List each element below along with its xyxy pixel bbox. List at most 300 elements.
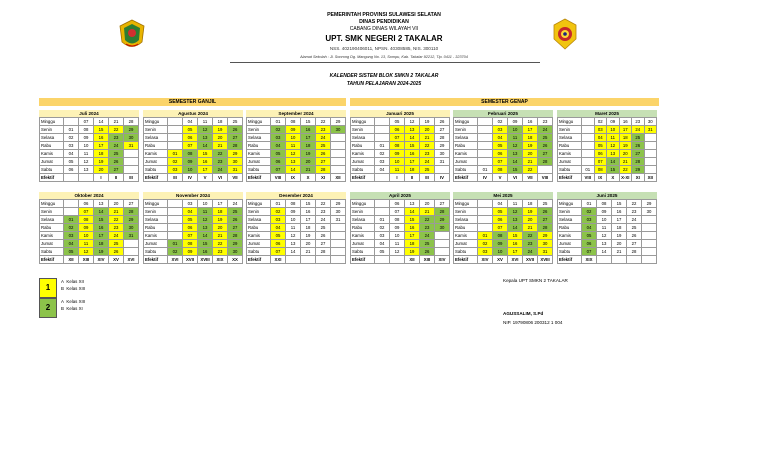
date-cell: 02 xyxy=(168,248,183,256)
week-day-row xyxy=(144,200,243,208)
date-cell: 26 xyxy=(109,248,124,256)
date-cell: 26 xyxy=(435,118,450,126)
efektif-week: II xyxy=(405,174,420,182)
date-cell xyxy=(642,248,657,256)
efektif-row xyxy=(40,174,139,182)
day-name: Jumat xyxy=(144,240,168,248)
date-cell xyxy=(435,232,450,240)
week-day-row xyxy=(351,232,450,240)
month-title: September 2024 xyxy=(246,110,346,117)
date-cell: 20 xyxy=(420,200,435,208)
date-cell: 04 xyxy=(375,240,390,248)
date-cell xyxy=(478,158,493,166)
date-cell: 30 xyxy=(644,118,657,126)
efektif-label: Efektif xyxy=(454,174,478,182)
date-cell: 29 xyxy=(435,142,450,150)
week-day-row xyxy=(247,126,346,134)
week-day-row xyxy=(454,158,553,166)
week-day-row xyxy=(454,150,553,158)
week-day-row xyxy=(351,158,450,166)
date-cell: 18 xyxy=(523,200,538,208)
week-day-row xyxy=(351,134,450,142)
date-cell: 29 xyxy=(331,200,346,208)
date-cell: 14 xyxy=(405,208,420,216)
date-cell: 26 xyxy=(538,208,553,216)
efektif-week: I xyxy=(390,174,405,182)
week-day-row xyxy=(40,134,139,142)
legend-class: Kelas XII xyxy=(66,279,84,284)
date-cell: 09 xyxy=(286,126,301,134)
month-calendar xyxy=(350,110,450,182)
month-table xyxy=(246,199,346,264)
date-cell: 06 xyxy=(493,216,508,224)
week-day-row xyxy=(454,240,553,248)
date-cell: 16 xyxy=(523,118,538,126)
efektif-week: XII xyxy=(64,256,79,264)
date-cell: 02 xyxy=(271,126,286,134)
signature-name: AGUSSALIM, S.Pd xyxy=(503,311,544,316)
date-cell: 25 xyxy=(109,150,124,158)
efektif-row xyxy=(351,174,450,182)
week-day-row xyxy=(247,232,346,240)
date-cell: 02 xyxy=(64,134,79,142)
date-cell: 02 xyxy=(582,208,597,216)
date-cell: 04 xyxy=(183,118,198,126)
legend-letter: B xyxy=(61,286,64,291)
date-cell: 29 xyxy=(642,200,657,208)
date-cell xyxy=(64,200,79,208)
date-cell: 19 xyxy=(301,150,316,158)
header-school-ids: NSS. 402190406011, NPSN. 40308585, NIS. 300110 xyxy=(329,46,439,51)
date-cell: 21 xyxy=(109,208,124,216)
efektif-week xyxy=(64,174,79,182)
date-cell: 01 xyxy=(478,232,493,240)
month-title: Mei 2025 xyxy=(453,192,553,199)
day-name: Minggu xyxy=(558,118,582,126)
date-cell xyxy=(582,126,595,134)
date-cell: 23 xyxy=(420,224,435,232)
date-cell: 30 xyxy=(331,208,346,216)
date-cell: 19 xyxy=(612,232,627,240)
date-cell: 31 xyxy=(538,248,553,256)
date-cell: 01 xyxy=(582,166,595,174)
date-cell: 22 xyxy=(523,166,538,174)
date-cell: 29 xyxy=(228,150,243,158)
efektif-week xyxy=(642,256,657,264)
date-cell: 07 xyxy=(390,208,405,216)
date-cell: 23 xyxy=(213,248,228,256)
month-calendar xyxy=(143,192,243,264)
day-name: Jumat xyxy=(454,240,478,248)
date-cell: 02 xyxy=(478,240,493,248)
date-cell: 19 xyxy=(523,142,538,150)
date-cell: 24 xyxy=(109,232,124,240)
date-cell: 28 xyxy=(538,224,553,232)
day-name: Rabu xyxy=(40,224,64,232)
date-cell: 01 xyxy=(375,216,390,224)
date-cell: 13 xyxy=(508,150,523,158)
date-cell: 13 xyxy=(286,240,301,248)
date-cell: 14 xyxy=(607,158,620,166)
date-cell: 11 xyxy=(286,142,301,150)
efektif-week: XVII xyxy=(523,256,538,264)
month-calendar xyxy=(557,192,657,264)
month-table xyxy=(557,199,657,264)
day-name: Jumat xyxy=(351,158,375,166)
efektif-row xyxy=(144,174,243,182)
day-name: Senin xyxy=(351,126,375,134)
date-cell: 26 xyxy=(316,150,331,158)
date-cell: 21 xyxy=(301,166,316,174)
date-cell: 22 xyxy=(213,150,228,158)
date-cell: 15 xyxy=(405,142,420,150)
date-cell: 06 xyxy=(493,150,508,158)
date-cell: 22 xyxy=(316,118,331,126)
date-cell: 31 xyxy=(644,126,657,134)
date-cell: 09 xyxy=(390,150,405,158)
efektif-week: IV xyxy=(435,174,450,182)
date-cell xyxy=(478,118,493,126)
date-cell: 16 xyxy=(198,158,213,166)
week-day-row xyxy=(40,216,139,224)
date-cell: 18 xyxy=(301,224,316,232)
month-table xyxy=(39,117,139,182)
month-table xyxy=(350,199,450,264)
day-name: Rabu xyxy=(247,142,271,150)
date-cell: 03 xyxy=(271,216,286,224)
semester-genap-banner: SEMESTER GENAP xyxy=(350,98,659,106)
date-cell: 11 xyxy=(198,208,213,216)
date-cell: 07 xyxy=(582,248,597,256)
legend-class: Kelas XIII xyxy=(66,286,86,291)
date-cell: 27 xyxy=(316,240,331,248)
efektif-label: Efektif xyxy=(454,256,478,264)
date-cell: 09 xyxy=(286,208,301,216)
date-cell: 17 xyxy=(405,232,420,240)
date-cell xyxy=(478,150,493,158)
date-cell: 01 xyxy=(271,118,286,126)
date-cell: 23 xyxy=(632,118,645,126)
date-cell: 19 xyxy=(523,208,538,216)
month-calendar xyxy=(557,110,657,182)
day-name: Jumat xyxy=(247,240,271,248)
date-cell: 27 xyxy=(627,240,642,248)
date-cell: 21 xyxy=(523,224,538,232)
date-cell xyxy=(644,142,657,150)
week-day-row xyxy=(247,134,346,142)
date-cell: 19 xyxy=(94,158,109,166)
day-name: Minggu xyxy=(351,200,375,208)
efektif-week: XX xyxy=(228,256,243,264)
week-day-row xyxy=(454,118,553,126)
efektif-row xyxy=(558,256,657,264)
date-cell: 16 xyxy=(508,240,523,248)
date-cell: 13 xyxy=(198,224,213,232)
date-cell: 01 xyxy=(271,200,286,208)
week-day-row xyxy=(351,150,450,158)
week-day-row xyxy=(247,216,346,224)
date-cell: 27 xyxy=(632,150,645,158)
month-calendar xyxy=(39,192,139,264)
date-cell xyxy=(331,142,346,150)
date-cell: 16 xyxy=(405,224,420,232)
day-name: Kamis xyxy=(247,150,271,158)
efektif-week xyxy=(286,256,301,264)
date-cell: 22 xyxy=(523,232,538,240)
date-cell: 01 xyxy=(64,126,79,134)
week-day-row xyxy=(558,200,657,208)
month-table xyxy=(143,199,243,264)
date-cell: 16 xyxy=(612,208,627,216)
date-cell: 26 xyxy=(228,216,243,224)
date-cell xyxy=(478,224,493,232)
efektif-week: XVI xyxy=(168,256,183,264)
calendar-title: KALENDER SISTEM BLOK SMKN 2 TAKALAR xyxy=(329,73,439,79)
efektif-week: VIII xyxy=(538,174,553,182)
date-cell: 21 xyxy=(619,158,632,166)
day-name: Senin xyxy=(40,126,64,134)
date-cell: 22 xyxy=(109,216,124,224)
efektif-week xyxy=(612,256,627,264)
efektif-week: V xyxy=(493,174,508,182)
date-cell: 19 xyxy=(213,216,228,224)
efektif-week: XVII xyxy=(183,256,198,264)
efektif-row xyxy=(247,256,346,264)
efektif-week: IV xyxy=(478,174,493,182)
date-cell: 29 xyxy=(124,216,139,224)
month-title: April 2025 xyxy=(350,192,450,199)
date-cell: 05 xyxy=(64,248,79,256)
date-cell: 22 xyxy=(619,166,632,174)
day-name: Minggu xyxy=(144,118,168,126)
date-cell: 21 xyxy=(109,118,124,126)
date-cell: 06 xyxy=(271,240,286,248)
week-day-row xyxy=(351,142,450,150)
date-cell: 17 xyxy=(94,142,109,150)
date-cell: 17 xyxy=(301,134,316,142)
date-cell: 11 xyxy=(286,224,301,232)
week-day-row xyxy=(247,240,346,248)
date-cell: 18 xyxy=(523,134,538,142)
week-day-row xyxy=(144,158,243,166)
week-day-row xyxy=(247,142,346,150)
date-cell: 26 xyxy=(316,232,331,240)
date-cell xyxy=(435,166,450,174)
date-cell xyxy=(642,240,657,248)
date-cell: 12 xyxy=(286,232,301,240)
efektif-label: Efektif xyxy=(40,256,64,264)
date-cell: 15 xyxy=(94,216,109,224)
date-cell xyxy=(478,200,493,208)
week-day-row xyxy=(558,150,657,158)
day-name: Kamis xyxy=(144,232,168,240)
date-cell: 09 xyxy=(79,134,94,142)
date-cell: 29 xyxy=(435,216,450,224)
date-cell: 02 xyxy=(168,158,183,166)
efektif-row xyxy=(351,256,450,264)
date-cell: 11 xyxy=(508,134,523,142)
date-cell xyxy=(642,232,657,240)
day-name: Jumat xyxy=(40,158,64,166)
day-name: Rabu xyxy=(454,224,478,232)
date-cell: 27 xyxy=(109,166,124,174)
date-cell: 25 xyxy=(538,200,553,208)
date-cell: 14 xyxy=(597,248,612,256)
efektif-row xyxy=(40,256,139,264)
date-cell xyxy=(168,118,183,126)
date-cell: 25 xyxy=(538,134,553,142)
week-day-row xyxy=(454,134,553,142)
efektif-label: Efektif xyxy=(558,256,582,264)
efektif-week xyxy=(301,256,316,264)
date-cell: 08 xyxy=(390,216,405,224)
date-cell: 03 xyxy=(271,134,286,142)
month-title: November 2024 xyxy=(143,192,243,199)
date-cell: 30 xyxy=(435,150,450,158)
efektif-week: V xyxy=(198,174,213,182)
date-cell: 10 xyxy=(607,126,620,134)
date-cell: 17 xyxy=(523,126,538,134)
date-cell: 13 xyxy=(94,200,109,208)
day-name: Selasa xyxy=(247,134,271,142)
day-name: Kamis xyxy=(247,232,271,240)
day-name: Kamis xyxy=(558,150,582,158)
date-cell: 07 xyxy=(271,166,286,174)
date-cell: 13 xyxy=(597,240,612,248)
date-cell: 28 xyxy=(538,158,553,166)
date-cell: 01 xyxy=(168,240,183,248)
date-cell: 11 xyxy=(79,240,94,248)
date-cell: 15 xyxy=(607,166,620,174)
day-name: Jumat xyxy=(40,240,64,248)
day-name: Sabtu xyxy=(144,166,168,174)
date-cell: 31 xyxy=(124,142,139,150)
efektif-week: VII xyxy=(523,174,538,182)
date-cell xyxy=(582,118,595,126)
date-cell: 06 xyxy=(582,240,597,248)
date-cell: 23 xyxy=(627,208,642,216)
week-day-row xyxy=(351,126,450,134)
date-cell xyxy=(644,158,657,166)
date-cell: 26 xyxy=(538,142,553,150)
date-cell xyxy=(168,200,183,208)
date-cell: 07 xyxy=(493,158,508,166)
efektif-week: II xyxy=(109,174,124,182)
week-day-row xyxy=(247,224,346,232)
legend-line xyxy=(61,279,84,285)
date-cell: 30 xyxy=(538,240,553,248)
legend-row xyxy=(39,278,109,298)
date-cell: 20 xyxy=(523,216,538,224)
day-name: Jumat xyxy=(558,158,582,166)
day-name: Jumat xyxy=(454,158,478,166)
date-cell xyxy=(124,248,139,256)
date-cell: 05 xyxy=(183,216,198,224)
date-cell xyxy=(375,208,390,216)
legend-letter: A xyxy=(61,299,64,304)
efektif-row xyxy=(558,174,657,182)
date-cell: 27 xyxy=(435,126,450,134)
week-day-row xyxy=(40,166,139,174)
date-cell: 18 xyxy=(612,224,627,232)
week-day-row xyxy=(40,150,139,158)
date-cell: 10 xyxy=(390,232,405,240)
date-cell: 22 xyxy=(420,142,435,150)
date-cell: 19 xyxy=(213,126,228,134)
date-cell: 24 xyxy=(109,142,124,150)
date-cell: 08 xyxy=(79,216,94,224)
date-cell: 24 xyxy=(316,216,331,224)
legend-letter: A xyxy=(61,279,64,284)
date-cell xyxy=(64,118,79,126)
date-cell: 05 xyxy=(594,142,607,150)
date-cell: 06 xyxy=(183,134,198,142)
date-cell: 15 xyxy=(612,200,627,208)
date-cell: 02 xyxy=(493,118,508,126)
date-cell: 25 xyxy=(420,240,435,248)
date-cell xyxy=(331,240,346,248)
efektif-label: Efektif xyxy=(247,174,271,182)
week-day-row xyxy=(558,126,657,134)
week-day-row xyxy=(351,240,450,248)
date-cell: 20 xyxy=(109,200,124,208)
day-name: Senin xyxy=(454,208,478,216)
date-cell: 05 xyxy=(493,142,508,150)
day-name: Rabu xyxy=(558,224,582,232)
week-day-row xyxy=(40,142,139,150)
date-cell: 09 xyxy=(607,118,620,126)
date-cell: 02 xyxy=(375,150,390,158)
date-cell: 12 xyxy=(286,150,301,158)
day-name: Rabu xyxy=(454,142,478,150)
efektif-week: IX xyxy=(594,174,607,182)
efektif-week: X xyxy=(301,174,316,182)
month-title: Januari 2025 xyxy=(350,110,450,117)
date-cell: 01 xyxy=(375,142,390,150)
date-cell: 22 xyxy=(316,200,331,208)
date-cell: 30 xyxy=(435,224,450,232)
date-cell: 14 xyxy=(286,166,301,174)
date-cell: 18 xyxy=(619,134,632,142)
date-cell: 29 xyxy=(228,240,243,248)
week-day-row xyxy=(40,118,139,126)
date-cell: 16 xyxy=(198,248,213,256)
efektif-week: XIX xyxy=(213,256,228,264)
day-name: Rabu xyxy=(351,224,375,232)
date-cell: 22 xyxy=(213,240,228,248)
efektif-week: I xyxy=(94,174,109,182)
efektif-week: XXI xyxy=(271,256,286,264)
date-cell xyxy=(642,216,657,224)
day-name: Senin xyxy=(144,126,168,134)
date-cell: 10 xyxy=(493,248,508,256)
week-day-row xyxy=(40,240,139,248)
legend-block-1-swatch: 1 xyxy=(39,278,57,298)
date-cell: 11 xyxy=(597,224,612,232)
week-day-row xyxy=(144,248,243,256)
efektif-row xyxy=(454,256,553,264)
date-cell xyxy=(478,134,493,142)
date-cell: 08 xyxy=(79,126,94,134)
week-day-row xyxy=(144,232,243,240)
date-cell: 24 xyxy=(627,216,642,224)
date-cell: 28 xyxy=(228,142,243,150)
date-cell xyxy=(124,240,139,248)
month-calendar xyxy=(453,110,553,182)
month-calendar xyxy=(246,110,346,182)
date-cell: 07 xyxy=(79,208,94,216)
date-cell xyxy=(538,166,553,174)
